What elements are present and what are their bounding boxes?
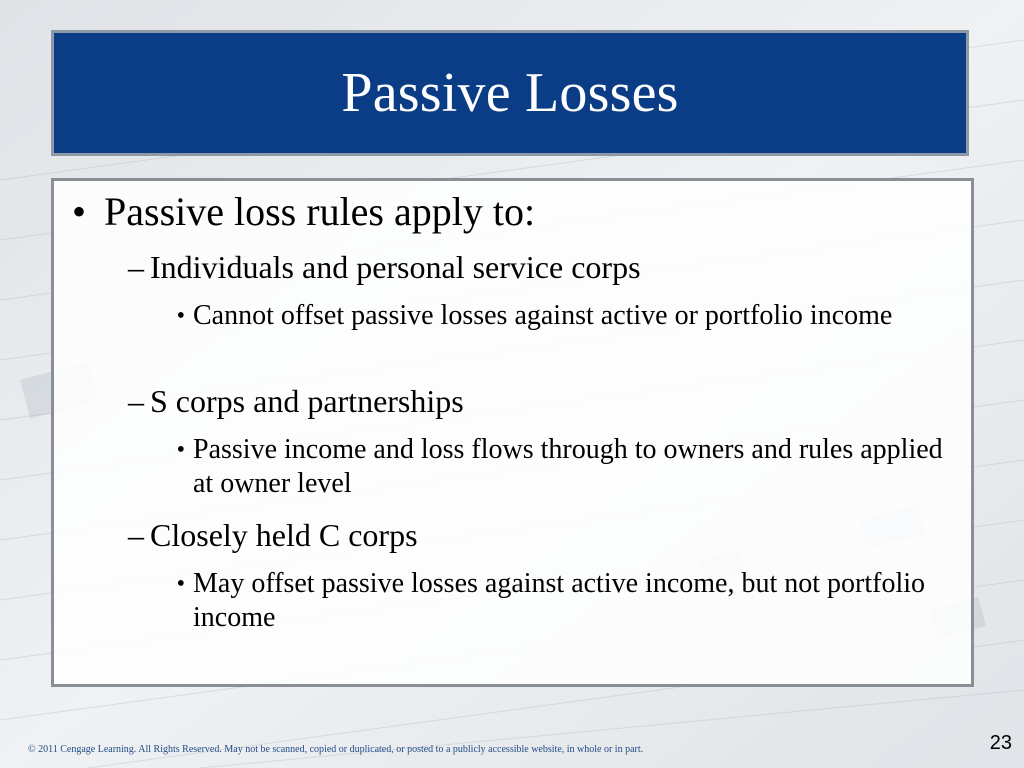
bullet-marker: • (176, 571, 185, 597)
page-number: 23 (989, 732, 1012, 754)
detail-text: Cannot offset passive losses against active or portfolio income (193, 300, 893, 331)
bullet-marker: • (176, 437, 185, 463)
bullet-list (54, 181, 971, 684)
detail-item (169, 567, 969, 635)
sub-item (116, 248, 641, 286)
bullet-marker: • (71, 189, 86, 234)
dash-marker: – (128, 517, 144, 553)
bullet-text: Passive loss rules apply to: (104, 189, 536, 234)
detail-item (169, 433, 969, 501)
sub-item-text: Individuals and personal service corps (150, 249, 641, 285)
copyright-footer: © 2011 Cengage Learning. All Rights Reserved. May not be scanned, copied or duplicated, or posted to a publicly accessible website, in whole or in part. (28, 744, 644, 755)
bullet-level1 (68, 189, 535, 235)
dash-marker: – (128, 383, 144, 419)
title-bar (51, 30, 969, 156)
content-panel (51, 178, 974, 687)
sub-item (116, 382, 464, 420)
sub-item-text: S corps and partnerships (150, 383, 464, 419)
detail-text: Passive income and loss flows through to owners and rules applied at owner level (193, 434, 943, 499)
detail-item (169, 299, 969, 333)
detail-text: May offset passive losses against active income, but not portfolio income (193, 568, 926, 633)
slide-title: Passive Losses (341, 62, 679, 124)
sub-item-text: Closely held C corps (150, 517, 418, 553)
sub-item (116, 516, 418, 554)
bullet-marker: • (176, 303, 185, 329)
dash-marker: – (128, 249, 144, 285)
